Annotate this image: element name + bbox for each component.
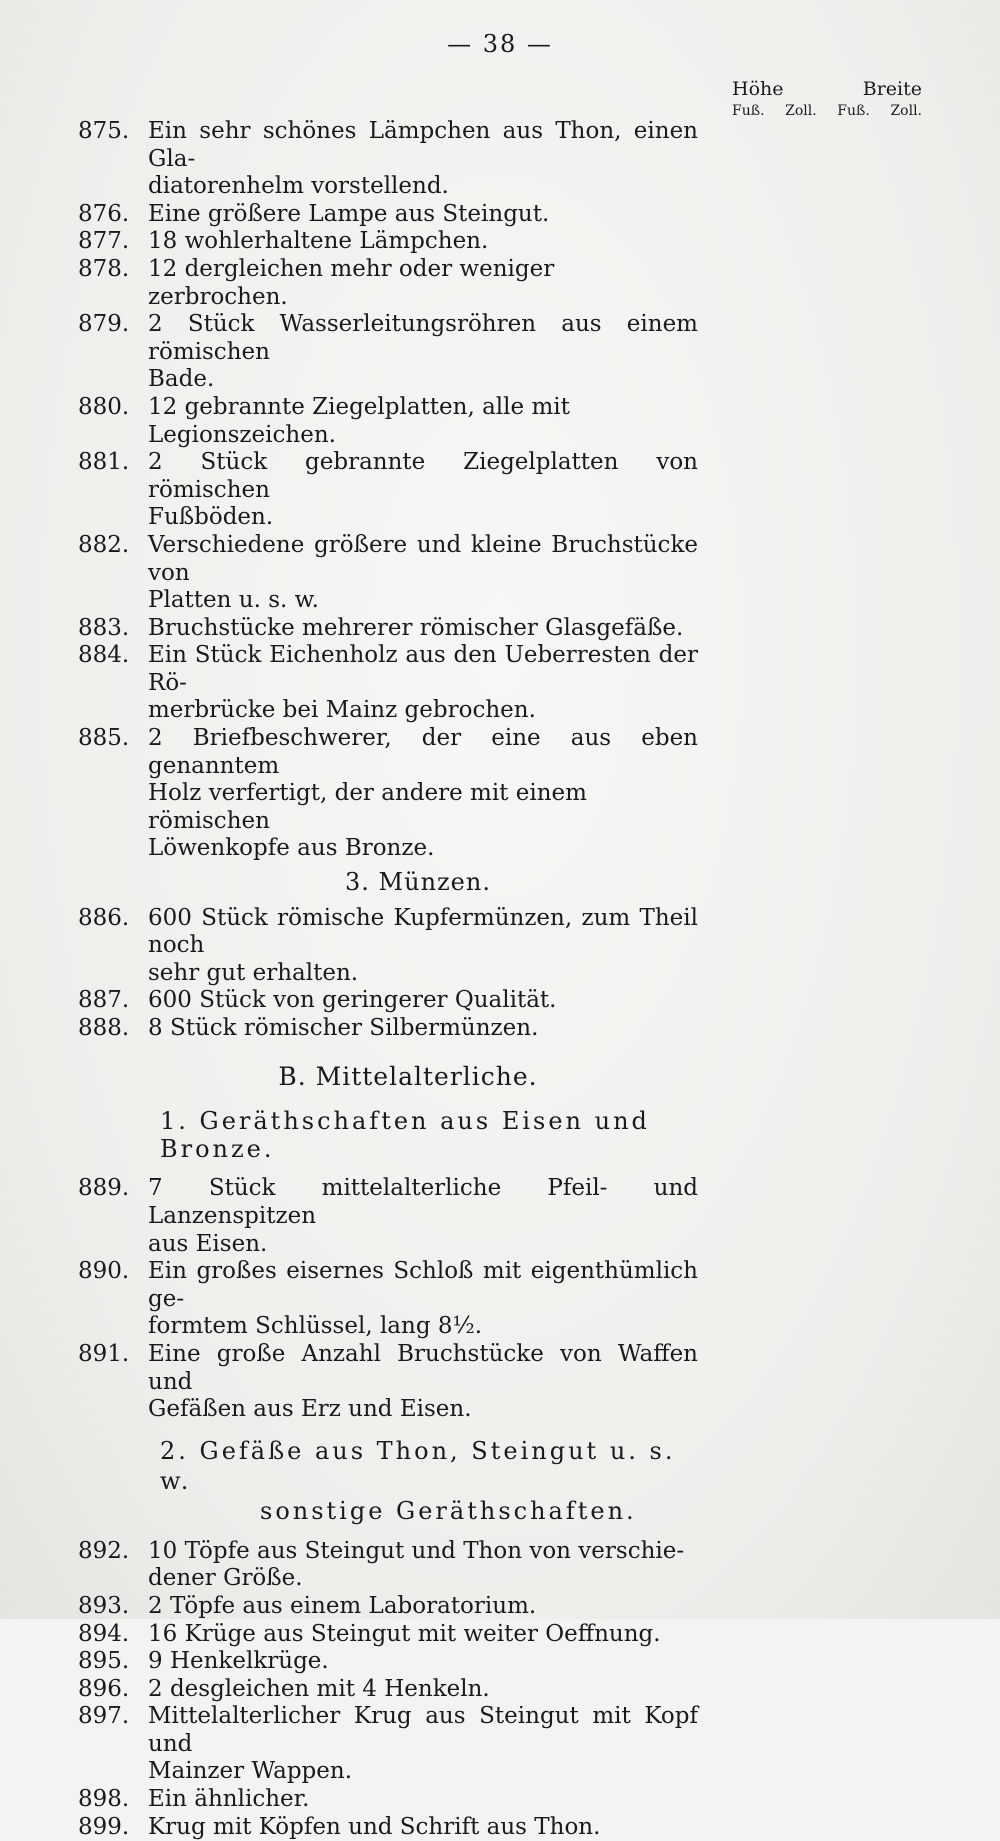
entry-number: 898. [78,1786,130,1813]
catalog-entry [78,1593,698,1621]
entry-text: Ein Stück Eichenholz aus den Ueberresten der Rö- [148,642,698,696]
entry-text: 12 gebrannte Ziegelplatten, alle mit Legionszeichen. [148,393,570,448]
heading-muenzen: 3. Münzen. [345,868,491,897]
entry-number: 880. [78,393,130,420]
catalog-entry [78,987,698,1015]
catalog-entry [78,118,698,173]
entry-text: Verschiedene größere und kleine Bruchstücke von [148,531,698,586]
section-heading-mittelalterliche: B. Mittelalterliche. [278,1061,538,1091]
entry-number: 893. [78,1592,130,1619]
entry-continuation: Bade. [148,366,215,393]
entry-number: 881. [78,449,130,476]
entry-number: 877. [78,228,130,255]
entry-number: 895. [78,1648,130,1675]
entry-continuation: Platten u. s. w. [148,587,319,614]
entry-number: 890. [78,1258,130,1285]
catalog-entry [78,615,698,643]
entry-text: 2 Stück Wasserleitungsröhren aus einem römischen [148,311,698,365]
column-header-fuss-2: Fuß. [837,103,870,119]
entry-text: 2 Töpfe aus einem Laboratorium. [148,1592,537,1619]
entry-text: Ein großes eisernes Schloß mit eigenthümlich ge- [148,1258,698,1312]
catalog-entry [78,725,698,780]
entry-continuation: formtem Schlüssel, lang 8½. [148,1313,483,1340]
catalog-entry [78,905,698,960]
entry-number: 884. [78,642,130,669]
entry-number: 885. [78,725,130,752]
catalog-entry [78,1341,698,1396]
entry-number: 887. [78,987,130,1014]
catalog-entry [78,1621,698,1649]
entry-text: 9 Henkelkrüge. [148,1648,329,1675]
catalog-entry [78,228,698,256]
catalog-entry [78,201,698,229]
catalog-entry [78,1814,698,1841]
catalog-entry [78,642,698,697]
column-header-hoehe: Höhe [732,78,784,100]
entries-gefaesse [78,1538,698,1841]
entry-text: 600 Stück von geringerer Qualität. [148,987,557,1014]
catalog-entry [78,1015,698,1043]
entry-text: 600 Stück römische Kupfermünzen, zum Theil noch [148,904,698,959]
entry-number: 886. [78,904,130,931]
entry-text: 8 Stück römischer Silbermünzen. [148,1015,539,1041]
catalog-entry [78,394,698,449]
column-header-zoll-1: Zoll. [785,103,817,119]
catalog-entry [78,311,698,366]
entry-number: 899. [78,1813,130,1840]
entry-continuation: merbrücke bei Mainz gebrochen. [148,697,536,724]
column-header [732,78,922,122]
entry-continuation: Löwenkopfe aus Bronze. [148,835,435,862]
entry-number: 875. [78,118,130,144]
catalog-entry [78,1703,698,1758]
page-number: — 38 — [447,30,553,58]
entry-text: Eine größere Lampe aus Steingut. [148,200,550,227]
entry-number: 882. [78,531,130,558]
entry-text: Mittelalterlicher Krug aus Steingut mit Kopf und [148,1703,698,1757]
entry-continuation: Fußböden. [148,504,274,531]
entry-number: 888. [78,1015,130,1041]
entry-number: 883. [78,614,130,641]
subheading-gefaesse-line2: sonstige Geräthschaften. [260,1496,637,1525]
entry-text: Bruchstücke mehrerer römischer Glasgefäße. [148,614,684,641]
catalog-entry [78,1648,698,1676]
catalog-entry [78,1786,698,1814]
entry-continuation: Holz verfertigt, der andere mit einem römischen [148,780,587,834]
entry-continuation: Gefäßen aus Erz und Eisen. [148,1396,472,1423]
entry-number: 892. [78,1537,130,1564]
entries-muenzen [78,905,698,1043]
entry-continuation: diatorenhelm vorstellend. [148,173,449,200]
subheading-eisen-bronze: 1. Geräthschaften aus Eisen und Bronze. [160,1107,650,1163]
entry-text: 7 Stück mittelalterliche Pfeil- und Lanzenspitzen [148,1175,698,1229]
entry-number: 897. [78,1703,130,1730]
catalog-entry [78,1258,698,1313]
entries-roman-misc [78,118,698,863]
catalog-entry [78,256,698,311]
catalog-entry [78,1538,698,1566]
entry-number: 889. [78,1175,130,1202]
catalog-entry [78,532,698,587]
entry-text: Ein sehr schönes Lämpchen aus Thon, einen Gla- [148,118,698,172]
catalog-entry [78,449,698,504]
column-header-fuss-1: Fuß. [732,103,765,119]
subheading-gefaesse [160,1436,698,1526]
entry-text: Ein ähnlicher. [148,1786,310,1813]
entry-continuation: Mainzer Wappen. [148,1758,353,1785]
entry-text: 16 Krüge aus Steingut mit weiter Oeffnung. [148,1620,661,1647]
entry-continuation: dener Größe. [148,1565,303,1592]
entry-number: 878. [78,255,130,282]
catalog-entry [78,1676,698,1704]
entry-text: Krug mit Köpfen und Schrift aus Thon. [148,1813,601,1840]
entry-text: 18 wohlerhaltene Lämpchen. [148,228,489,255]
entry-text: 10 Töpfe aus Steingut und Thon von verschie- [148,1537,685,1564]
subheading-gefaesse-line1: 2. Gefäße aus Thon, Steingut u. s. w. [160,1436,676,1495]
column-header-zoll-2: Zoll. [890,103,922,119]
catalog-entry [78,1175,698,1230]
entry-text: 2 Briefbeschwerer, der eine aus eben genanntem [148,725,698,779]
entry-number: 891. [78,1340,130,1367]
entry-number: 894. [78,1620,130,1647]
catalog-content [78,118,698,1841]
entry-text: 2 desgleichen mit 4 Henkeln. [148,1675,490,1702]
entry-continuation: aus Eisen. [148,1230,268,1257]
entry-text: 12 dergleichen mehr oder weniger zerbrochen. [148,255,555,310]
entry-number: 896. [78,1675,130,1702]
entries-eisen-bronze [78,1175,698,1423]
entry-number: 879. [78,311,130,338]
entry-continuation: sehr gut erhalten. [148,959,359,986]
column-header-breite: Breite [862,78,922,100]
entry-text: Eine große Anzahl Bruchstücke von Waffen und [148,1340,698,1395]
entry-text: 2 Stück gebrannte Ziegelplatten von römischen [148,449,698,503]
entry-number: 876. [78,200,130,227]
